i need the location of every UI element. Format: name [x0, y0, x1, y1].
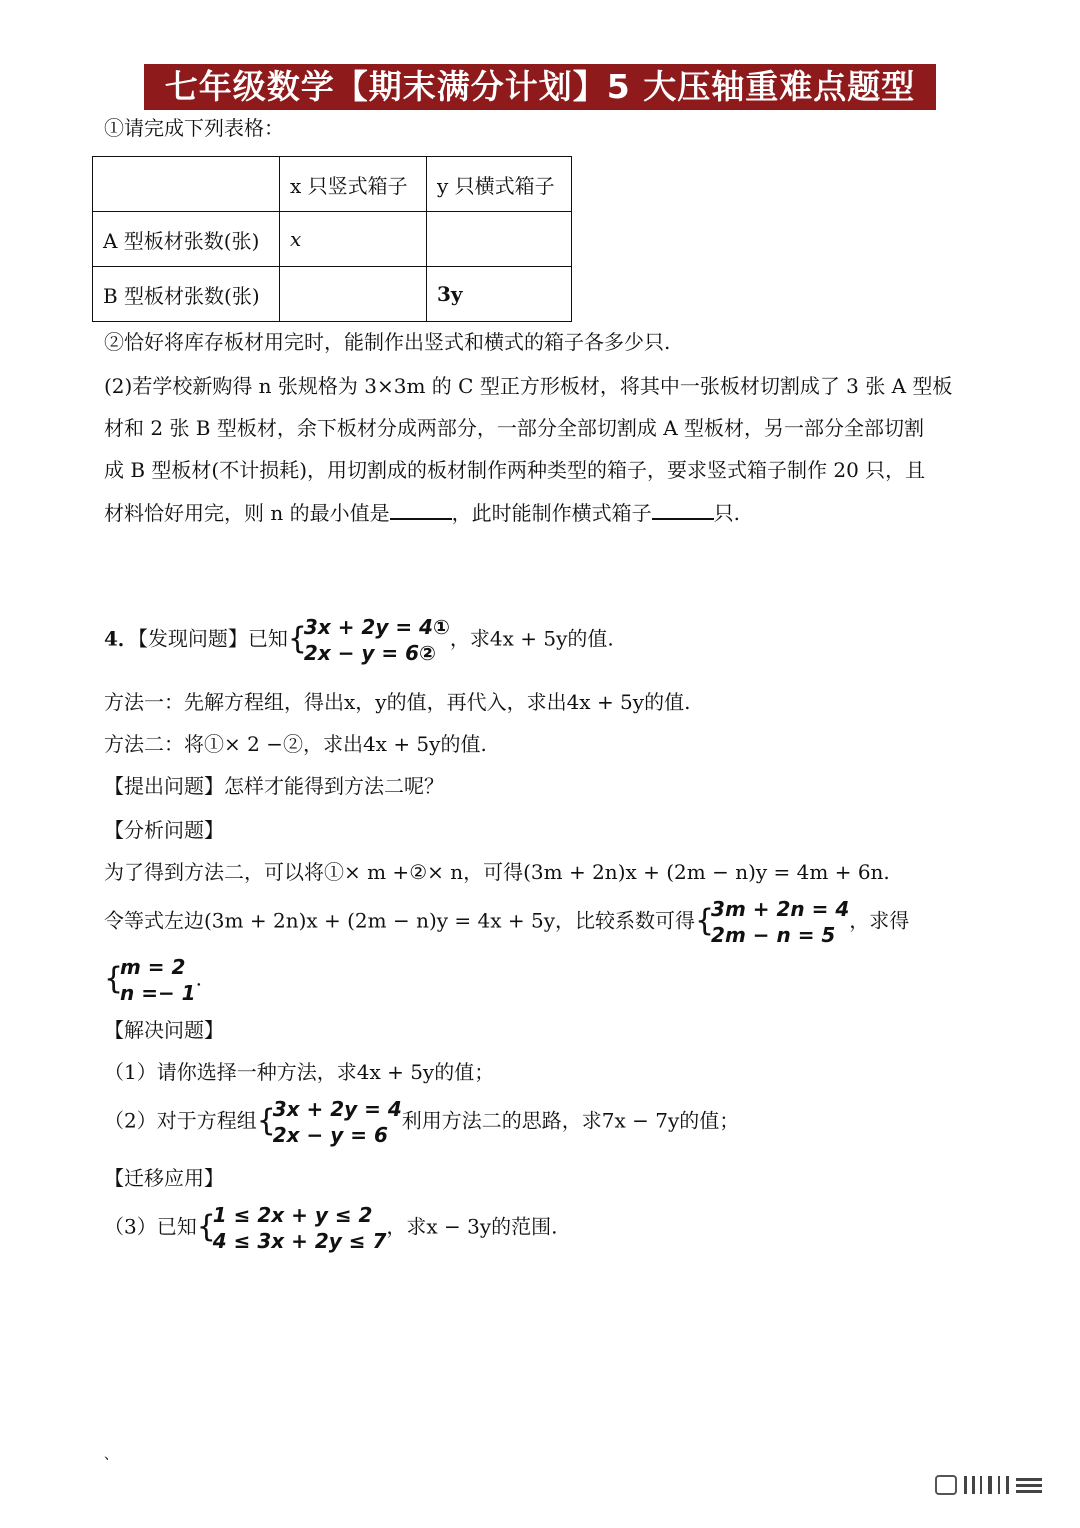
sub-question: （1）请你选择一种方法，求4x + 5y的值；: [104, 1060, 495, 1084]
table-header-row: [93, 157, 572, 212]
answer-blank[interactable]: [390, 498, 452, 520]
question-text: (2)若学校新购得 n 张规格为 3×3m 的 C 型正方形板材，将其中一张板材切割成了 3 张 A 型板: [104, 374, 953, 398]
sub-question: [104, 1202, 558, 1254]
table-row-label: A 型板材张数(张): [93, 212, 280, 267]
question-text-part: ，此时能制作横式箱子: [451, 501, 652, 525]
inequality-system: [197, 1202, 387, 1254]
table-intro: ①请完成下列表格：: [104, 116, 284, 140]
equation: 3x + 2y = 4: [272, 1097, 402, 1121]
brace-icon: {: [287, 621, 308, 657]
question-text-part: 材料恰好用完，则 n 的最小值是: [104, 501, 390, 525]
equation: 3m + 2n = 4: [711, 897, 850, 921]
equation: 2m − n = 5: [711, 923, 836, 947]
equation: m = 2: [120, 955, 186, 979]
brace-icon: {: [196, 1209, 216, 1245]
inequality: 4 ≤ 3x + 2y ≤ 7: [212, 1229, 387, 1253]
section-heading: 【提出问题】怎样才能得到方法二呢？: [104, 774, 444, 798]
table-header-vertical: x 只竖式箱子: [280, 157, 427, 212]
table-cell: x: [280, 212, 427, 267]
question-text: 材和 2 张 B 型板材，余下板材分成两部分，一部分全部切割成 A 型板材，另一部分全部切割: [104, 416, 925, 440]
method-one: 方法一：先解方程组，得出x，y的值，再代入，求出4x + 5y的值.: [104, 690, 691, 714]
table-header-horizontal: y 只横式箱子: [427, 157, 572, 212]
analysis-text: 令等式左边(3m + 2n)x + (2m − n)y = 4x + 5y，比较系数可得: [104, 908, 696, 933]
punctuation: .: [195, 966, 202, 991]
equation-system: [288, 614, 450, 666]
section-heading: 【发现问题】已知: [137, 626, 288, 651]
brace-icon: {: [104, 961, 124, 997]
section-heading: 【分析问题】: [104, 818, 224, 842]
sub-question-text: （3）已知: [104, 1214, 197, 1239]
sub-question-text: （2）对于方程组: [104, 1108, 257, 1133]
table-cell: [280, 267, 427, 322]
table-cell: [427, 212, 572, 267]
brace-icon: {: [256, 1103, 276, 1139]
problem-4-lead: [104, 614, 614, 666]
analysis-line: [104, 896, 909, 948]
question-text-part: ，求4x + 5y的值.: [449, 626, 614, 651]
material-table: [92, 156, 572, 322]
equation: 2x − y = 6: [272, 1123, 388, 1147]
table-row-label: B 型板材张数(张): [93, 267, 280, 322]
section-heading: 【迁移应用】: [104, 1166, 224, 1190]
question-text: ②恰好将库存板材用完时，能制作出竖式和横式的箱子各多少只.: [104, 330, 671, 354]
equation: n =− 1: [120, 981, 196, 1005]
analysis-line: 为了得到方法二，可以将①× m +②× n，可得(3m + 2n)x + (2m − n)y = 4m + 6n.: [104, 860, 890, 884]
answer-blank[interactable]: [652, 498, 714, 520]
sub-question: [104, 1096, 739, 1148]
inequality: 1 ≤ 2x + y ≤ 2: [212, 1203, 373, 1227]
stray-mark: 、: [104, 1447, 118, 1463]
table-cell: 3y: [427, 267, 572, 322]
problem-number: 4．: [104, 626, 138, 651]
question-text: [104, 498, 740, 527]
equation-system: [104, 954, 196, 1006]
brace-icon: {: [695, 903, 715, 939]
sub-question-text: ，求x − 3y的范围.: [386, 1214, 558, 1239]
page-title: 七年级数学【期末满分计划】5 大压轴重难点题型: [144, 64, 936, 110]
table-row: [93, 212, 572, 267]
equation-system: [695, 896, 849, 948]
barcode-logo-icon: [934, 1472, 1046, 1498]
equation: 3x + 2y = 4①: [303, 615, 450, 639]
method-two: 方法二：将①× 2 −②，求出4x + 5y的值.: [104, 732, 487, 756]
table-row: [93, 267, 572, 322]
table-header-blank: [93, 157, 280, 212]
analysis-text: ，求得: [849, 908, 910, 933]
question-text-part: 只.: [713, 501, 740, 525]
equation: 2x − y = 6②: [303, 641, 436, 665]
solution-line: [104, 954, 202, 1006]
question-text: 成 B 型板材(不计损耗)，用切割成的板材制作两种类型的箱子，要求竖式箱子制作 20 只，且: [104, 458, 926, 482]
section-heading: 【解决问题】: [104, 1018, 224, 1042]
equation-system: [257, 1096, 402, 1148]
sub-question-text: 利用方法二的思路，求7x − 7y的值；: [401, 1108, 740, 1133]
